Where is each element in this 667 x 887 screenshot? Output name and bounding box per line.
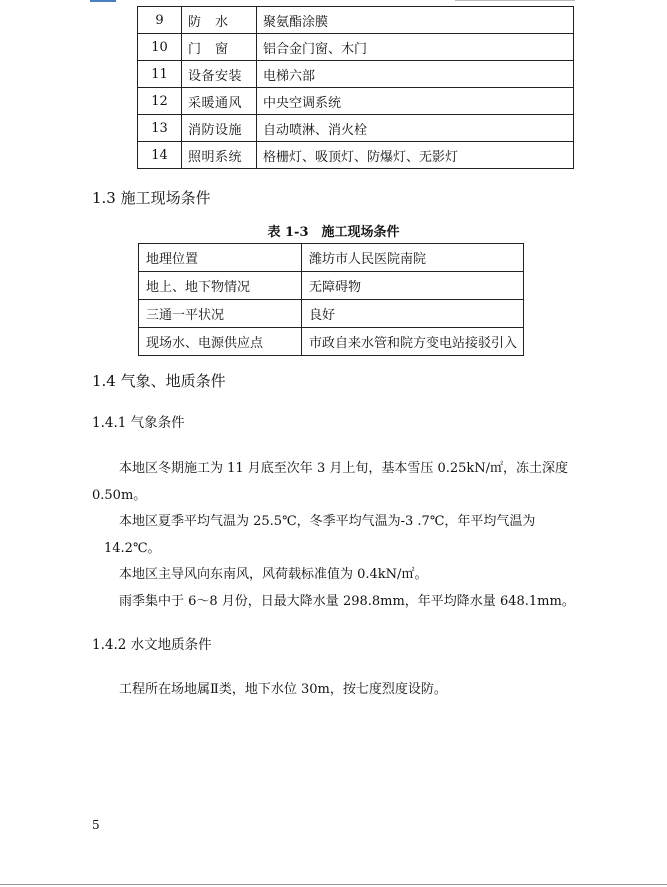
item-value: 自动喷淋、消火栓 <box>257 115 574 142</box>
paragraph-temperature-line2: 14.2℃。 <box>104 541 161 556</box>
page-number: 5 <box>92 818 100 832</box>
condition-value: 市政自来水管和院方变电站接驳引入 <box>302 328 524 356</box>
condition-value: 无障碍物 <box>302 272 524 300</box>
table-row <box>139 300 524 328</box>
paragraph-winter-line2: 0.50m。 <box>92 488 147 503</box>
condition-value: 良好 <box>302 300 524 328</box>
paragraph-winter-line1: 本地区冬期施工为 11 月底至次年 3 月上旬，基本雪压 0.25kN/㎡，冻土深度 <box>119 461 569 476</box>
section-heading-1-3: 1.3 施工现场条件 <box>92 189 211 207</box>
section-heading-1-4-1: 1.4.1 气象条件 <box>92 415 185 431</box>
paragraph-wind: 本地区主导风向东南风，风荷载标准值为 0.4kN/㎡。 <box>119 567 428 582</box>
table-row <box>138 61 574 88</box>
paragraph-temperature-line1: 本地区夏季平均气温为 25.5℃，冬季平均气温为-3 .7℃，年平均气温为 <box>119 514 536 529</box>
header-rule <box>455 0 575 1</box>
row-number: 9 <box>138 7 182 34</box>
condition-label: 地上、地下物情况 <box>139 272 302 300</box>
section-heading-1-4-2: 1.4.2 水文地质条件 <box>92 637 212 653</box>
item-name: 采暖通风 <box>182 88 257 115</box>
paragraph-hydrogeology: 工程所在场地属Ⅱ类，地下水位 30m，按七度烈度设防。 <box>119 682 447 697</box>
site-conditions-table <box>138 243 524 356</box>
row-number: 11 <box>138 61 182 88</box>
table-row <box>138 115 574 142</box>
row-number: 13 <box>138 115 182 142</box>
item-name: 门 窗 <box>182 34 257 61</box>
table-row <box>138 142 574 169</box>
item-name: 消防设施 <box>182 115 257 142</box>
item-value: 聚氨酯涂膜 <box>257 7 574 34</box>
footer-rule <box>0 884 667 885</box>
table-row <box>138 88 574 115</box>
item-name: 设备安装 <box>182 61 257 88</box>
item-value: 格栅灯、吸顶灯、防爆灯、无影灯 <box>257 142 574 169</box>
building-systems-table <box>137 6 574 169</box>
item-value: 中央空调系统 <box>257 88 574 115</box>
table-caption: 表 1-3 施工现场条件 <box>267 225 400 240</box>
header-accent-mark <box>90 0 116 2</box>
condition-value: 潍坊市人民医院南院 <box>302 244 524 272</box>
item-value: 铝合金门窗、木门 <box>257 34 574 61</box>
condition-label: 现场水、电源供应点 <box>139 328 302 356</box>
table-row <box>138 34 574 61</box>
table-row <box>138 7 574 34</box>
condition-label: 地理位置 <box>139 244 302 272</box>
section-heading-1-4: 1.4 气象、地质条件 <box>92 372 226 390</box>
table-row <box>139 328 524 356</box>
row-number: 12 <box>138 88 182 115</box>
condition-label: 三通一平状况 <box>139 300 302 328</box>
item-value: 电梯六部 <box>257 61 574 88</box>
row-number: 10 <box>138 34 182 61</box>
item-name: 照明系统 <box>182 142 257 169</box>
item-name: 防 水 <box>182 7 257 34</box>
row-number: 14 <box>138 142 182 169</box>
table-row <box>139 244 524 272</box>
paragraph-rainfall: 雨季集中于 6～8 月份，日最大降水量 298.8mm，年平均降水量 648.1mm。 <box>119 594 575 609</box>
table-row <box>139 272 524 300</box>
